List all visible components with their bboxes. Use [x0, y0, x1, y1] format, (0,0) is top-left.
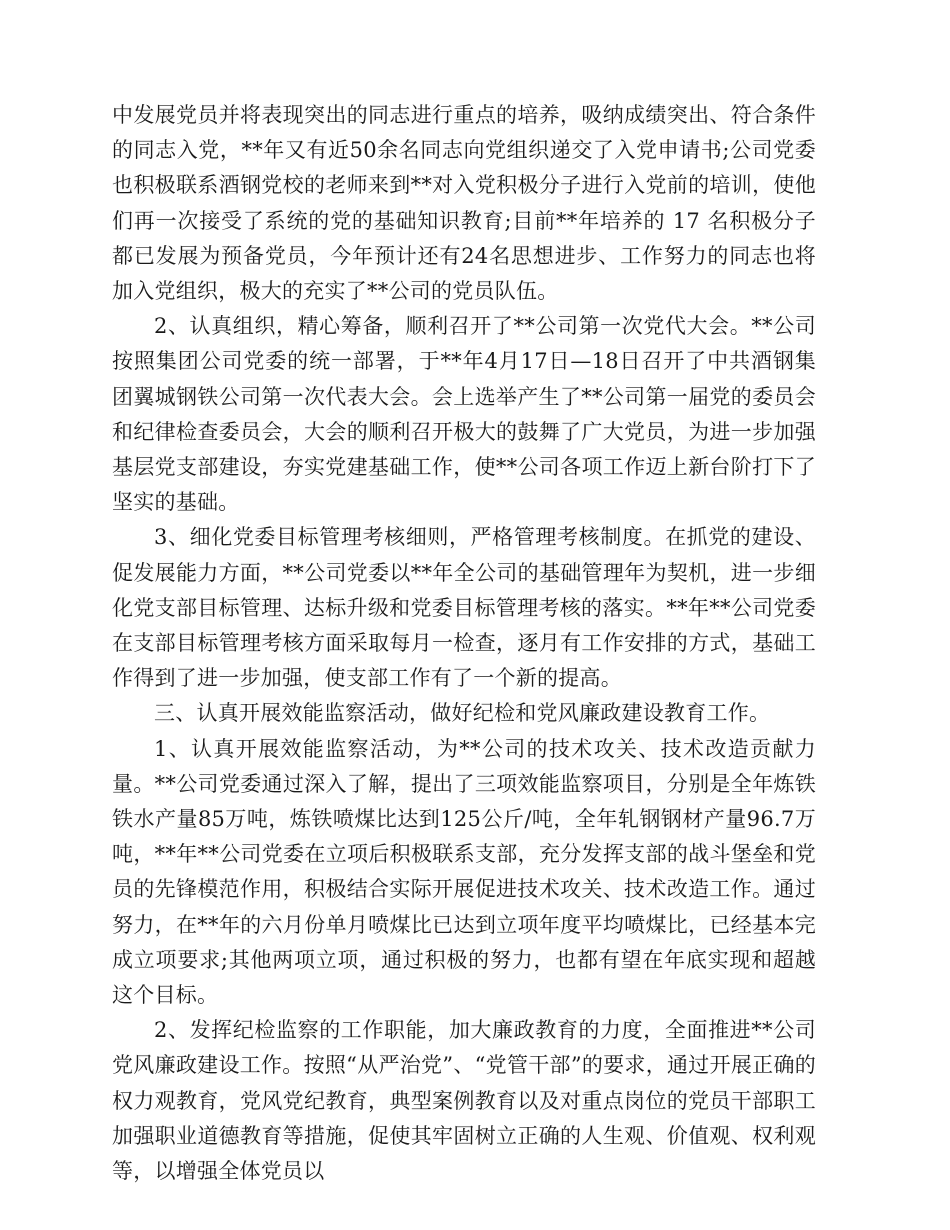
- paragraph-discipline-inspection: 2、发挥纪检监察的工作职能，加大廉政教育的力度，全面推进**公司党风廉政建设工作。按照“从严治党”、“党管干部”的要求，通过开展正确的权力观教育，党风党纪教育，典型案例教育以及对重点岗位的党员干部职工加强职业道德教育等措施，促使其牢固树立正确的人生观、价值观、权利观等，以增强全体党员以: [112, 1018, 816, 1184]
- paragraph-continuation: 中发展党员并将表现突出的同志进行重点的培养，吸纳成绩突出、符合条件的同志入党，**年又有近50余名同志向党组织递交了入党申请书;公司党委也积极联系酒钢党校的老师来到**对入党积极分子进行入党前的培训，使他们再一次接受了系统的党的基础知识教育;目前**年培养的 17 名积极分子都已发展为预备党员，今年预计还有24名思想进步、工作努力的同志也将加入党组织，极大的充实了**公司的党员队伍。: [112, 103, 816, 304]
- paragraph-assessment-rules: 3、细化党委目标管理考核细则，严格管理考核制度。在抓党的建设、促发展能力方面，**公司党委以**年全公司的基础管理年为契机，进一步细化党支部目标管理、达标升级和党委目标管理考核的落实。**年**公司党委在支部目标管理考核方面采取每月一检查，逐月有工作安排的方式，基础工作得到了进一步加强，使支部工作有了一个新的提高。: [112, 525, 816, 691]
- section-heading-efficiency-supervision: 三、认真开展效能监察活动，做好纪检和党风廉政建设教育工作。: [154, 701, 771, 726]
- paragraph-efficiency-projects: 1、认真开展效能监察活动，为**公司的技术攻关、技术改造贡献力量。**公司党委通过深入了解，提出了三项效能监察项目，分别是全年炼铁铁水产量85万吨，炼铁喷煤比达到125公斤/吨，全年轧钢钢材产量96.7万吨，**年**公司党委在立项后积极联系支部，充分发挥支部的战斗堡垒和党员的先锋模范作用，积极结合实际开展促进技术攻关、技术改造工作。通过努力，在**年的六月份单月喷煤比已达到立项年度平均喷煤比，已经基本完成立项要求;其他两项立项，通过积极的努力，也都有望在年底实现和超越这个目标。: [112, 736, 816, 1008]
- document-body: [112, 98, 816, 1189]
- paragraph-party-congress: 2、认真组织，精心筹备，顺利召开了**公司第一次党代大会。**公司按照集团公司党委的统一部署，于**年4月17日—18日召开了中共酒钢集团翼城钢铁公司第一次代表大会。会上选举产生了**公司第一届党的委员会和纪律检查委员会，大会的顺利召开极大的鼓舞了广大党员，为进一步加强基层党支部建设，夯实党建基础工作，使**公司各项工作迈上新台阶打下了坚实的基础。: [112, 314, 816, 515]
